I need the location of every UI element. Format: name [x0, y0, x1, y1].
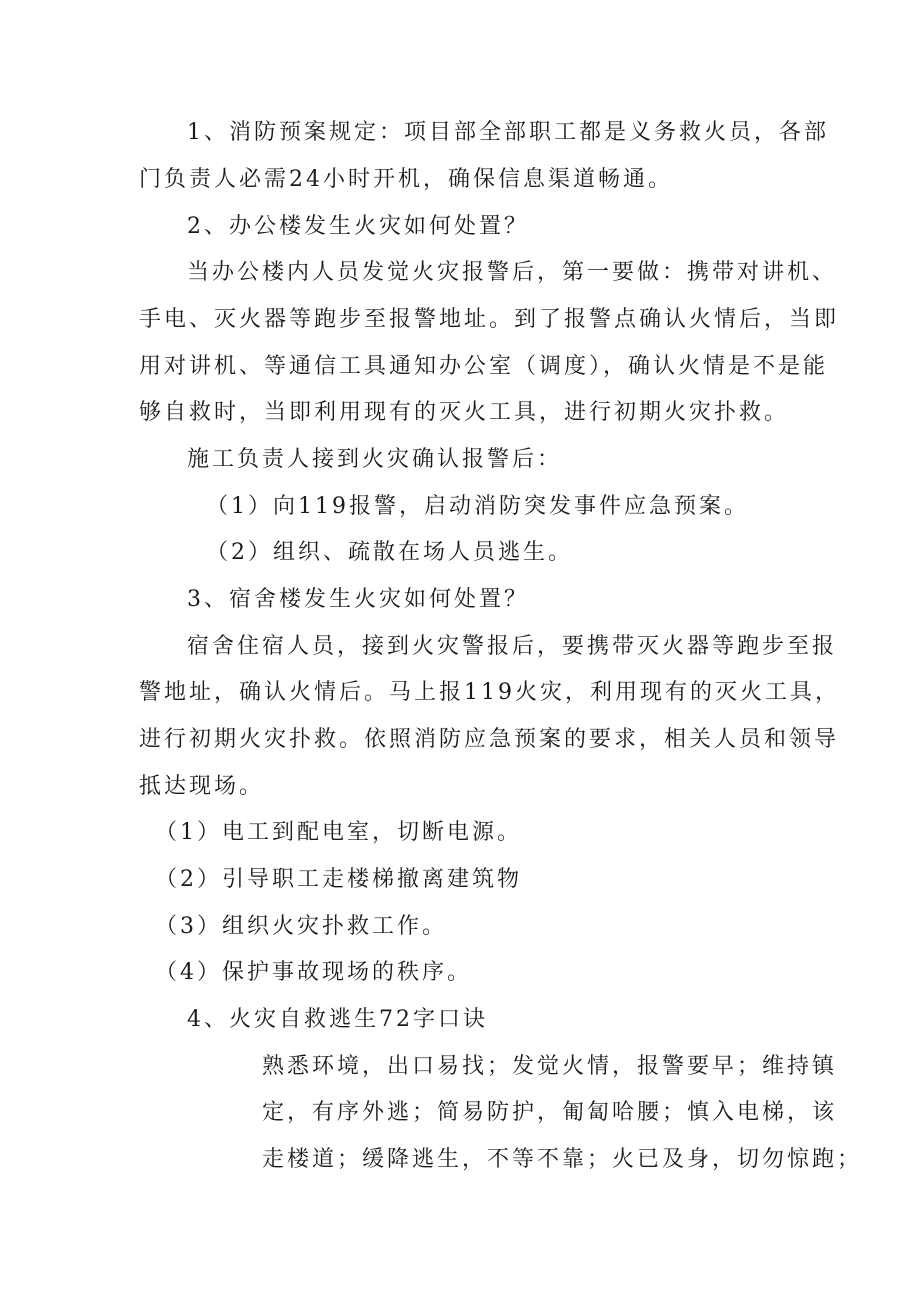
text-line: 1、消防预案规定：项目部全部职工都是义务救火员，各部: [187, 120, 829, 145]
text-line: 宿舍住宿人员，接到火灾警报后，要携带灭火器等跑步至报: [187, 634, 838, 659]
text-line: 用对讲机、等通信工具通知办公室（调度），确认火情是不是能: [139, 354, 829, 379]
section-heading: 4、火灾自救逃生72字口诀: [187, 1007, 488, 1032]
text-line: 抵达现场。: [139, 774, 265, 799]
verse-line: 熟悉环境，出口易找；发觉火情，报警要早；维持镇: [262, 1054, 838, 1079]
text-line: 进行初期火灾扑救。依照消防应急预案的要求，相关人员和领导: [139, 727, 840, 752]
text-line: 够自救时，当即利用现有的灭火工具，进行初期火灾扑救。: [139, 400, 790, 425]
list-item: （1）电工到配电室，切断电源。: [155, 820, 522, 845]
section-heading: 2、办公楼发生火灾如何处置？: [187, 214, 529, 239]
section-heading: 3、宿舍楼发生火灾如何处置？: [187, 587, 529, 612]
list-item: （3）组织火灾扑救工作。: [155, 914, 447, 939]
text-line: 当办公楼内人员发觉火灾报警后，第一要做：携带对讲机、: [187, 260, 838, 285]
text-line: 门负责人必需24小时开机，确保信息渠道畅通。: [139, 167, 673, 192]
verse-line: 走楼道；缓降逃生，不等不靠；火已及身，切勿惊跑；: [262, 1147, 863, 1172]
text-line: 施工负责人接到火灾确认报警后：: [187, 447, 563, 472]
list-item: （2）组织、疏散在场人员逃生。: [206, 540, 573, 565]
list-item: （4）保护事故现场的秩序。: [155, 960, 472, 985]
list-item: （2）引导职工走楼梯撤离建筑物: [155, 867, 522, 892]
list-item: （1）向119报警，启动消防突发事件应急预案。: [206, 494, 749, 519]
verse-line: 定，有序外逃；简易防护，匍匐哈腰；慎入电梯，该: [262, 1100, 838, 1125]
text-line: 手电、灭火器等跑步至报警地址。到了报警点确认火情后，当即: [139, 307, 840, 332]
text-line: 警地址，确认火情后。马上报119火灾，利用现有的灭火工具，: [139, 680, 840, 705]
